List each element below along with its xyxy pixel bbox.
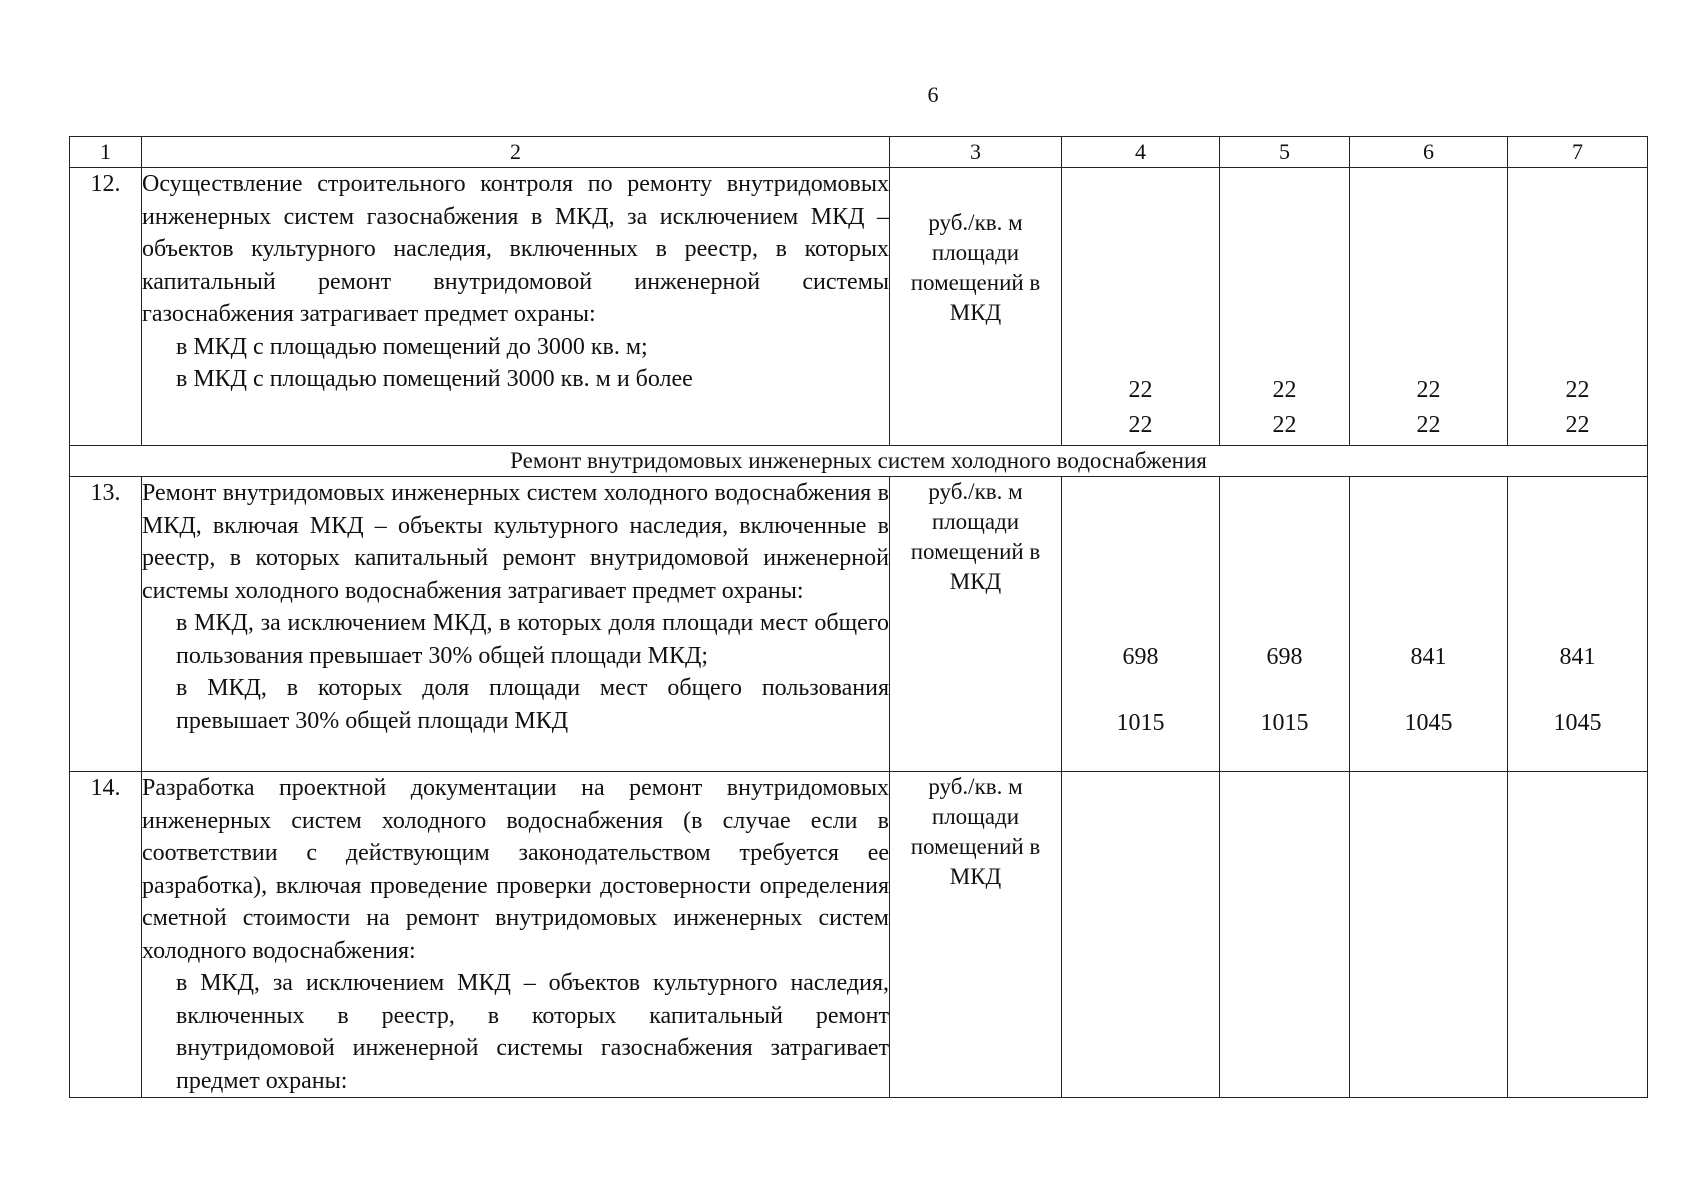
unit-cell	[890, 477, 1062, 772]
unit-text: руб./кв. м площади помещений в МКД	[910, 479, 1041, 594]
value: 22	[1565, 412, 1590, 438]
header-col-6: 6	[1350, 137, 1508, 168]
row-description	[142, 772, 890, 1098]
unit-cell	[890, 772, 1062, 1098]
value: 841	[1410, 644, 1447, 670]
row-number: 13.	[70, 477, 142, 772]
value-cell-col6	[1350, 168, 1508, 446]
row-number: 12.	[70, 168, 142, 446]
row-main-text: Ремонт внутридомовых инженерных систем холодного водоснабжения в МКД, включая МКД – объекты культурного наследия, включенные в реестр, в которых капитальный ремонт внутридомовой инженерной системы холодного водоснабжения затрагивает предмет охраны:	[142, 480, 889, 604]
value: 698	[1266, 644, 1303, 670]
value-cell-col4	[1062, 477, 1220, 772]
value-cell-col6	[1350, 772, 1508, 1098]
row-sub-item: в МКД, за исключением МКД – объектов культурного наследия, включенных в реестр, в которых капитальный ремонт внутридомовой инженерной системы газоснабжения затрагивает предмет охраны:	[176, 970, 889, 1094]
row-sub-item: в МКД, за исключением МКД, в которых доля площади мест общего пользования превышает 30% общей площади МКД;	[176, 610, 889, 669]
unit-text: руб./кв. м площади помещений в МКД	[910, 774, 1041, 889]
value: 22	[1128, 412, 1153, 438]
value: 22	[1565, 377, 1590, 403]
header-col-1: 1	[70, 137, 142, 168]
value-cell-col4	[1062, 772, 1220, 1098]
header-col-4: 4	[1062, 137, 1220, 168]
table-row-14	[70, 772, 1648, 1098]
value: 22	[1272, 412, 1297, 438]
value-cell-col5	[1220, 772, 1350, 1098]
tariff-table	[69, 136, 1648, 1098]
value: 1015	[1116, 710, 1165, 736]
value: 22	[1272, 377, 1297, 403]
unit-cell	[890, 168, 1062, 446]
value-cell-col7	[1508, 772, 1648, 1098]
table-row-12	[70, 168, 1648, 446]
value-cell-col6	[1350, 477, 1508, 772]
row-sub-item: в МКД с площадью помещений до 3000 кв. м;	[176, 333, 648, 360]
section-title: Ремонт внутридомовых инженерных систем холодного водоснабжения	[70, 446, 1648, 477]
value: 1045	[1553, 710, 1602, 736]
row-main-text: Разработка проектной документации на ремонт внутридомовых инженерных систем холодного водоснабжения (в случае если в соответствии с действующим законодательством требуется ее разработка), включая проведение проверки достоверности определения сметной стоимости на ремонт внутридомовых инженерных систем холодного водоснабжения:	[142, 775, 889, 964]
row-description	[142, 168, 890, 446]
table-row-13	[70, 477, 1648, 772]
value: 1045	[1404, 710, 1453, 736]
row-sub-item: в МКД, в которых доля площади мест общего пользования превышает 30% общей площади МКД	[176, 675, 889, 734]
value: 841	[1559, 644, 1596, 670]
header-col-7: 7	[1508, 137, 1648, 168]
row-number: 14.	[70, 772, 142, 1098]
value-cell-col4	[1062, 168, 1220, 446]
header-row	[70, 137, 1648, 168]
value: 22	[1416, 412, 1441, 438]
header-col-3: 3	[890, 137, 1062, 168]
value: 698	[1122, 644, 1159, 670]
value: 22	[1416, 377, 1441, 403]
value-cell-col7	[1508, 168, 1648, 446]
section-header-row	[70, 446, 1648, 477]
header-col-2: 2	[142, 137, 890, 168]
page-number: 6	[927, 82, 939, 107]
row-main-text: Осуществление строительного контроля по ремонту внутридомовых инженерных систем газоснабжения в МКД, за исключением МКД – объектов культурного наследия, включенных в реестр, в которых капитальный ремонт внутридомовой инженерной системы газоснабжения затрагивает предмет охраны:	[142, 171, 889, 327]
value-cell-col5	[1220, 168, 1350, 446]
header-col-5: 5	[1220, 137, 1350, 168]
value: 22	[1128, 377, 1153, 403]
value: 1015	[1260, 710, 1309, 736]
unit-text: руб./кв. м площади помещений в МКД	[910, 210, 1041, 325]
value-cell-col5	[1220, 477, 1350, 772]
value-cell-col7	[1508, 477, 1648, 772]
row-sub-item: в МКД с площадью помещений 3000 кв. м и более	[176, 366, 693, 392]
row-description	[142, 477, 890, 772]
